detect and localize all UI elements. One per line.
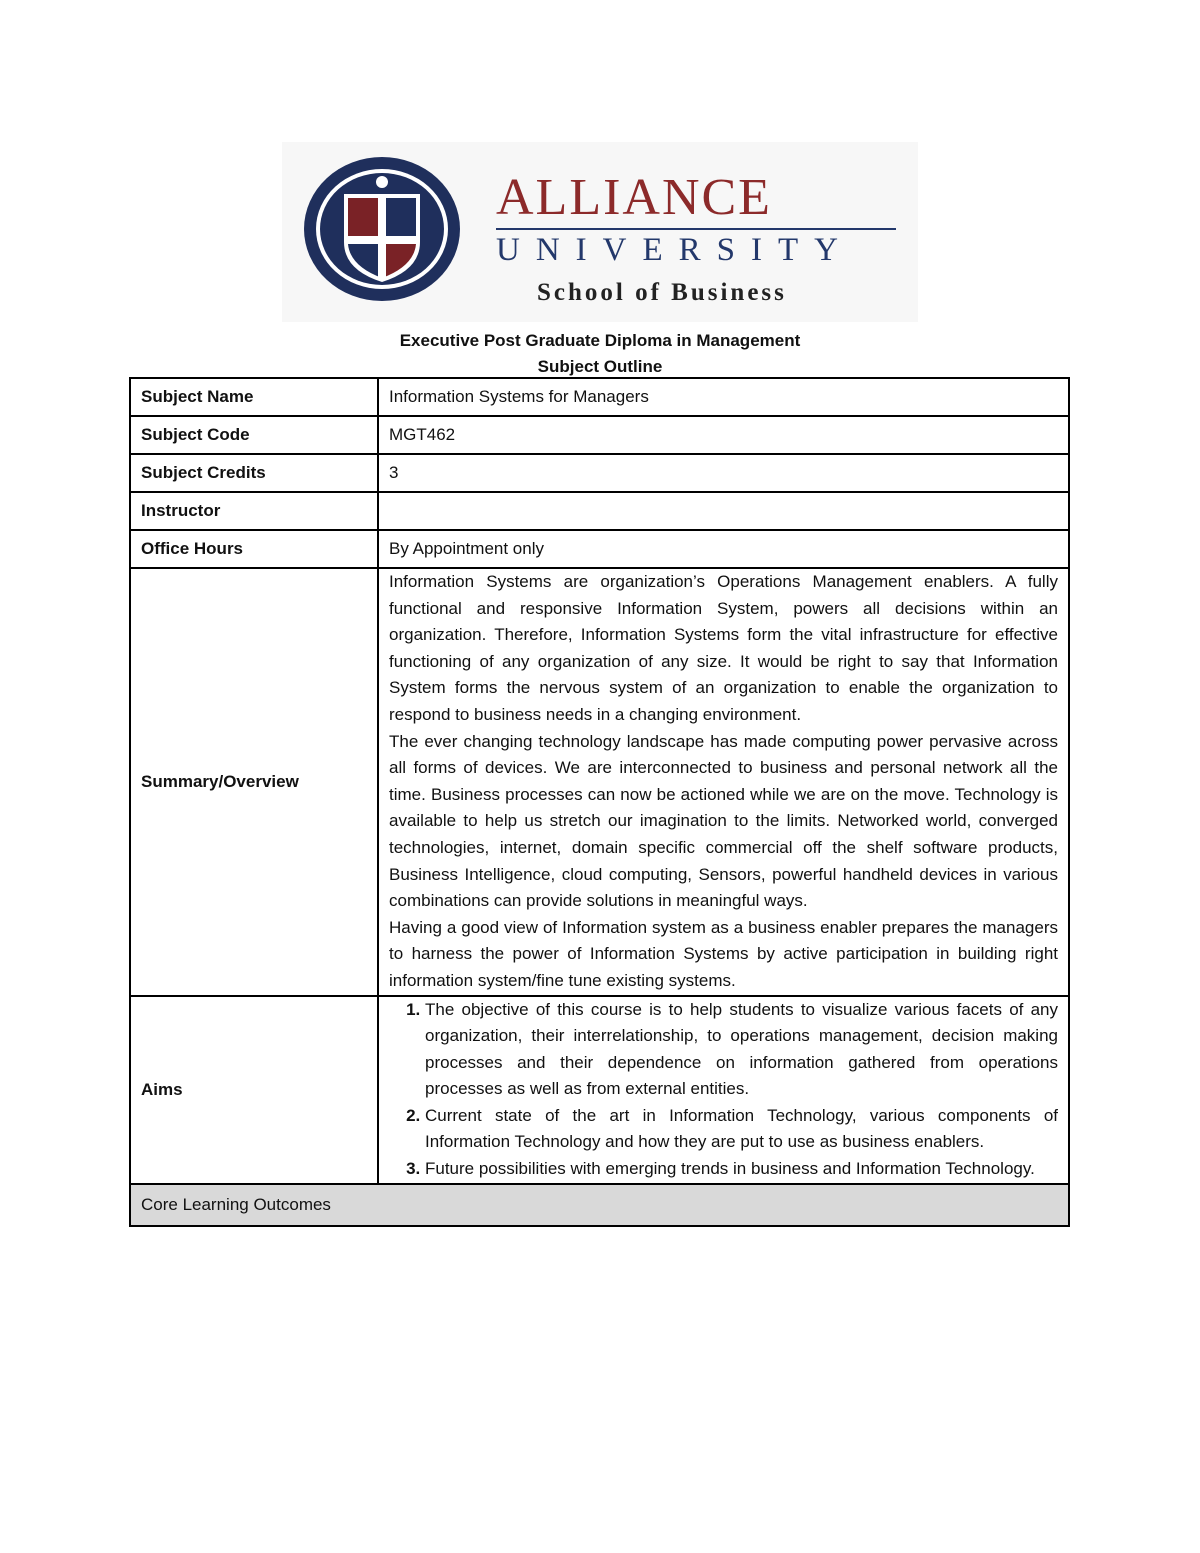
school-name: School of Business bbox=[537, 279, 787, 306]
instructor-value bbox=[378, 492, 1069, 530]
aims-label: Aims bbox=[130, 996, 378, 1184]
subject-credits-label: Subject Credits bbox=[130, 454, 378, 492]
subject-credits-value: 3 bbox=[378, 454, 1069, 492]
office-hours-label: Office Hours bbox=[130, 530, 378, 568]
row-aims bbox=[130, 996, 1069, 1184]
row-subject-code bbox=[130, 416, 1069, 454]
summary-content bbox=[378, 568, 1069, 996]
university-logo-banner bbox=[282, 142, 918, 322]
aims-list-item: 2. Current state of the art in Information Technology, various components of Information Technology and how they are put to use as business enablers. bbox=[425, 1103, 1058, 1156]
aims-list-item: 3. Future possibilities with emerging trends in business and Information Technology. bbox=[425, 1156, 1058, 1183]
row-subject-name bbox=[130, 378, 1069, 416]
aims-content bbox=[378, 996, 1069, 1184]
brand-divider bbox=[496, 228, 896, 230]
subject-code-label: Subject Code bbox=[130, 416, 378, 454]
subject-outline-table bbox=[129, 377, 1070, 1227]
office-hours-value: By Appointment only bbox=[378, 530, 1069, 568]
brand-name: ALLIANCE bbox=[496, 169, 772, 226]
aims-list bbox=[389, 997, 1058, 1183]
aims-list-item: 1. The objective of this course is to help students to visualize various facets of any organization, their interrelationship, to operations management, decision making processes and their dependence on information gathered from operations processes as well as from external entities. bbox=[425, 997, 1058, 1103]
subject-name-value: Information Systems for Managers bbox=[378, 378, 1069, 416]
row-office-hours bbox=[130, 530, 1069, 568]
row-instructor bbox=[130, 492, 1069, 530]
brand-subtitle: UNIVERSITY bbox=[496, 232, 854, 268]
subject-name-label: Subject Name bbox=[130, 378, 378, 416]
row-core-learning-outcomes bbox=[130, 1184, 1069, 1226]
subject-code-value: MGT462 bbox=[378, 416, 1069, 454]
row-summary bbox=[130, 568, 1069, 996]
summary-paragraph: The ever changing technology landscape has made computing power pervasive across all forms of devices. We are interconnected to business and personal network all the time. Business processes can now be actioned while we are on the move. Technology is available to help us stretch our imagination to the limits. Networked world, converged technologies, internet, domain specific commercial off the shelf software products, Business Intelligence, cloud computing, Sensors, powerful handheld devices in various combinations can provide solutions in meaningful ways. bbox=[389, 731, 1058, 911]
summary-paragraph: Having a good view of Information system as a business enabler prepares the managers to harness the power of Information Systems by active participation in building right information system/fine tune existing systems. bbox=[389, 917, 1058, 990]
university-seal-icon bbox=[302, 154, 462, 304]
document-subtitle: Subject Outline bbox=[537, 357, 663, 376]
row-subject-credits bbox=[130, 454, 1069, 492]
document-title: Executive Post Graduate Diploma in Management bbox=[399, 331, 801, 350]
summary-paragraph: Information Systems are organization’s Operations Management enablers. A fully functional and responsive Information System, powers all decisions within an organization. Therefore, Information Systems form the vital infrastructure for effective functioning of any organization of any size. It would be right to say that Information System forms the nervous system of an organization to enable the organization to respond to business needs in a changing environment. bbox=[389, 572, 1058, 724]
instructor-label: Instructor bbox=[130, 492, 378, 530]
summary-label: Summary/Overview bbox=[130, 568, 378, 996]
core-learning-outcomes-heading: Core Learning Outcomes bbox=[130, 1184, 1069, 1226]
